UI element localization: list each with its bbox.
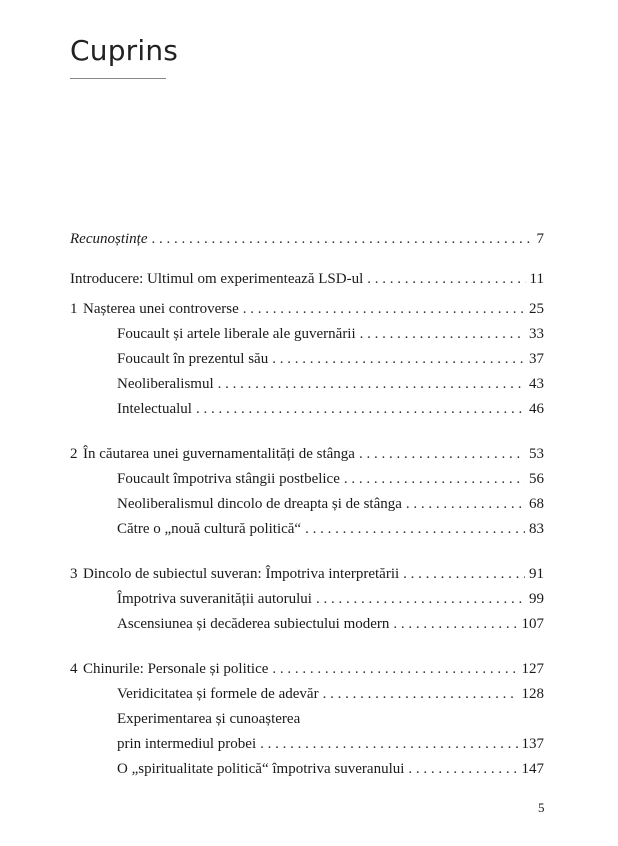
toc-entry bbox=[117, 733, 544, 755]
toc-leader-dots bbox=[323, 683, 518, 705]
toc-entry-title: Intelectualul bbox=[117, 401, 192, 417]
toc-entry-title: Experimentarea și cunoașterea bbox=[117, 711, 301, 727]
toc-leader-dots bbox=[359, 443, 525, 465]
toc-entry bbox=[70, 563, 544, 585]
toc-page-number: 7 bbox=[536, 231, 544, 247]
toc-entry bbox=[117, 758, 544, 780]
toc-page-number: 46 bbox=[529, 401, 544, 417]
toc-entry-title: Împotriva suveranității autorului bbox=[117, 591, 312, 607]
title-underline bbox=[70, 78, 166, 79]
toc-leader-dots bbox=[406, 493, 525, 515]
page-title: Cuprins bbox=[70, 34, 179, 67]
toc-leader-dots bbox=[260, 733, 517, 755]
toc-entry bbox=[70, 658, 544, 680]
toc-entry-title: Către o „nouă cultură politică“ bbox=[117, 521, 302, 537]
page-number: 5 bbox=[538, 800, 545, 815]
toc-entry bbox=[70, 268, 544, 290]
toc-entry-title: Neoliberalismul bbox=[117, 376, 214, 392]
toc-page-number: 25 bbox=[529, 301, 544, 317]
toc-page-number: 33 bbox=[529, 326, 544, 342]
toc-page-number: 137 bbox=[521, 736, 544, 752]
toc-entry-title: Ascensiunea și decăderea subiectului modern bbox=[117, 616, 390, 632]
toc-entry bbox=[117, 493, 544, 515]
toc-entry-title: Veridicitatea și formele de adevăr bbox=[117, 686, 319, 702]
toc-entry bbox=[117, 398, 544, 420]
toc-chapter-number: 2 bbox=[70, 446, 78, 462]
toc-entry bbox=[70, 298, 544, 320]
toc-leader-dots bbox=[272, 658, 517, 680]
toc-leader-dots bbox=[408, 758, 517, 780]
toc-entry bbox=[117, 323, 544, 345]
toc-page-number: 107 bbox=[521, 616, 544, 632]
toc-entry-title: Neoliberalismul dincolo de dreapta și de stânga bbox=[117, 496, 402, 512]
toc-page-number: 43 bbox=[529, 376, 544, 392]
toc-entry bbox=[117, 468, 544, 490]
toc-leader-dots bbox=[243, 298, 525, 320]
toc-entry bbox=[70, 443, 544, 465]
toc-leader-dots bbox=[218, 373, 525, 395]
toc-entry-title: Foucault și artele liberale ale guvernării bbox=[117, 326, 356, 342]
toc-entry-title: Introducere: Ultimul om experimentează LSD-ul bbox=[70, 271, 364, 287]
toc-entry bbox=[117, 708, 544, 730]
toc-entry bbox=[117, 588, 544, 610]
toc-chapter-number: 3 bbox=[70, 566, 78, 582]
toc-page-number: 91 bbox=[529, 566, 544, 582]
toc-entry-title: Dincolo de subiectul suveran: Împotriva interpretării bbox=[83, 566, 400, 582]
toc-page-number: 127 bbox=[521, 661, 544, 677]
toc-page-number: 99 bbox=[529, 591, 544, 607]
toc-page-number: 83 bbox=[529, 521, 544, 537]
toc-page-number: 147 bbox=[521, 761, 544, 777]
toc-entry bbox=[70, 228, 544, 250]
toc-entry-title: O „spiritualitate politică“ împotriva suveranului bbox=[117, 761, 405, 777]
toc-leader-dots bbox=[393, 613, 517, 635]
toc-leader-dots bbox=[196, 398, 525, 420]
toc-leader-dots bbox=[272, 348, 525, 370]
toc-entry-title: Foucault în prezentul său bbox=[117, 351, 269, 367]
toc-page-number: 128 bbox=[521, 686, 544, 702]
toc-leader-dots bbox=[305, 518, 525, 540]
toc-page-number: 11 bbox=[529, 271, 544, 287]
toc-page-number: 68 bbox=[529, 496, 544, 512]
toc-leader-dots bbox=[403, 563, 525, 585]
toc-leader-dots bbox=[360, 323, 525, 345]
toc-page-number: 53 bbox=[529, 446, 544, 462]
toc-page-number: 37 bbox=[529, 351, 544, 367]
toc-entry bbox=[117, 613, 544, 635]
toc-leader-dots bbox=[151, 228, 532, 250]
toc-leader-dots bbox=[344, 468, 525, 490]
toc-leader-dots bbox=[316, 588, 525, 610]
toc-entry bbox=[117, 683, 544, 705]
toc-entry bbox=[117, 518, 544, 540]
toc-entry-title: prin intermediul probei bbox=[117, 736, 257, 752]
toc-chapter-number: 1 bbox=[70, 301, 78, 317]
toc-entry-title: Chinurile: Personale și politice bbox=[83, 661, 269, 677]
toc-page-number: 56 bbox=[529, 471, 544, 487]
toc-entry-title: Foucault împotriva stângii postbelice bbox=[117, 471, 340, 487]
toc-leader-dots bbox=[367, 268, 525, 290]
toc-entry-title: Nașterea unei controverse bbox=[83, 301, 239, 317]
toc-entry-title: Recunoștințe bbox=[70, 231, 148, 247]
toc-entry bbox=[117, 348, 544, 370]
toc-chapter-number: 4 bbox=[70, 661, 78, 677]
toc-entry bbox=[117, 373, 544, 395]
toc-entry-title: În căutarea unei guvernamentalități de stânga bbox=[83, 446, 355, 462]
